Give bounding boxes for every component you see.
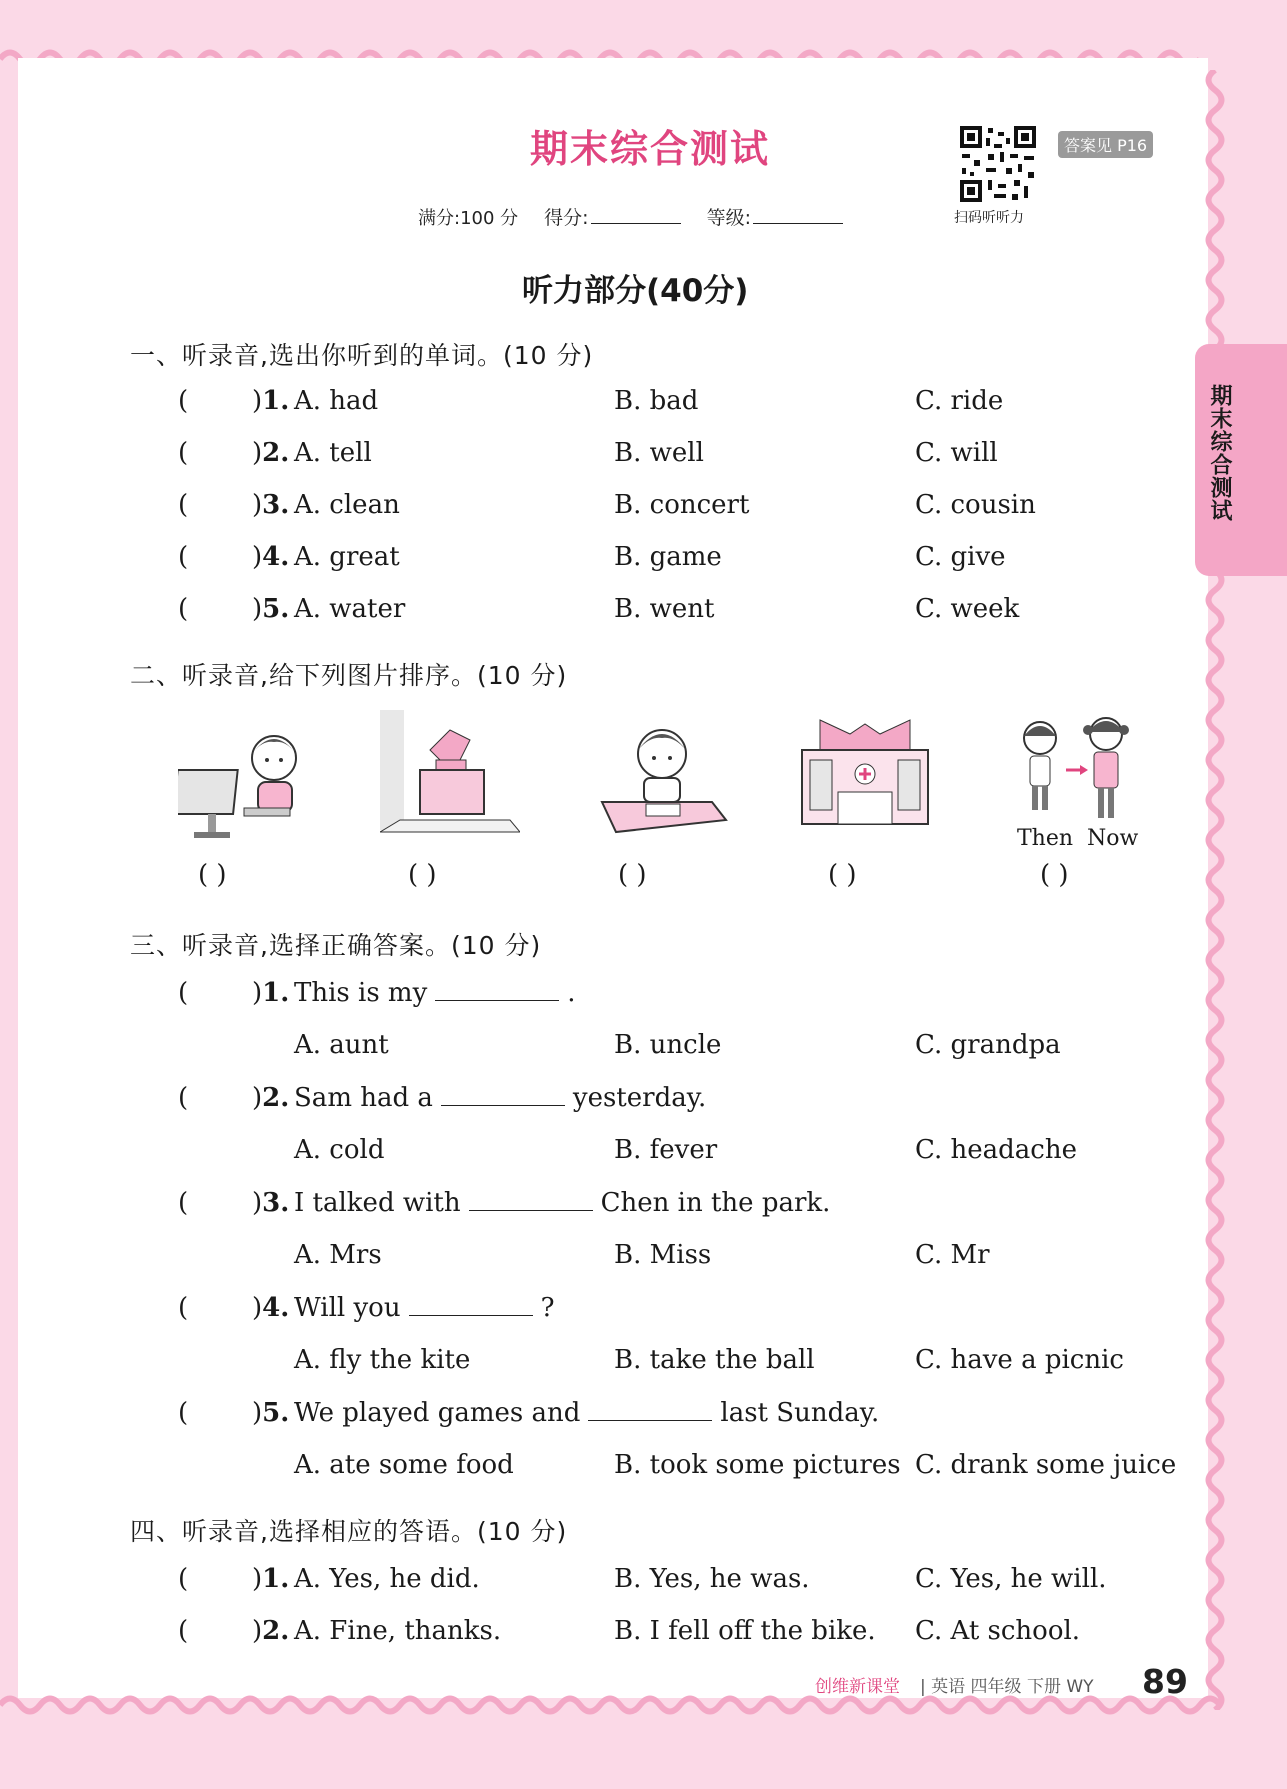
- answer-paren-open[interactable]: (: [178, 1616, 189, 1646]
- section-4-title: 四、听录音,选择相应的答语。(10 分): [130, 1517, 568, 1546]
- option-b: B. concert: [614, 490, 750, 520]
- option-a: A. clean: [294, 490, 400, 520]
- option-b: B. uncle: [614, 1030, 722, 1060]
- s3-options-3: [0, 1240, 1287, 1280]
- option-c: C. give: [915, 542, 1006, 572]
- girl-then-now-picture: [1010, 710, 1150, 830]
- option-c: C. Mr: [915, 1240, 990, 1270]
- picture-order-blank-4[interactable]: ( ): [828, 860, 857, 890]
- answer-paren-open[interactable]: (: [178, 1398, 189, 1428]
- section-2-title: 二、听录音,给下列图片排序。(10 分): [130, 661, 568, 690]
- side-tab-label: 期末综合测试: [1207, 384, 1232, 522]
- option-b: B. bad: [614, 386, 699, 416]
- s4-question-1: ( )1. A. Yes, he did. B. Yes, he was. C. Yes, he will.: [178, 1564, 1107, 1594]
- score-line: [418, 203, 843, 230]
- section-1-title: 一、听录音,选出你听到的单词。(10 分): [130, 341, 594, 370]
- option-b: B. I fell off the bike.: [614, 1616, 876, 1646]
- option-a: A. cold: [294, 1135, 385, 1165]
- option-c: C. week: [915, 594, 1020, 624]
- option-b: B. Miss: [614, 1240, 712, 1270]
- option-a: A. water: [294, 594, 406, 624]
- picture-order-blank-3[interactable]: ( ): [618, 860, 647, 890]
- option-a: A. aunt: [294, 1030, 389, 1060]
- option-c: C. have a picnic: [915, 1345, 1124, 1375]
- answer-paren-open[interactable]: (: [178, 542, 189, 572]
- answer-paren-open[interactable]: (: [178, 594, 189, 624]
- s3-options-4: [0, 1345, 1287, 1385]
- option-c: C. ride: [915, 386, 1004, 416]
- footer-brand: 创维新课堂: [815, 1677, 900, 1697]
- caption-now: Now: [1087, 826, 1139, 851]
- option-b: B. Yes, he was.: [614, 1564, 810, 1594]
- score-field[interactable]: 得分:: [544, 203, 680, 230]
- option-a: A. tell: [294, 438, 372, 468]
- option-a: A. ate some food: [294, 1450, 514, 1480]
- page-title: 期末综合测试: [530, 127, 771, 171]
- qr-label: 扫码听听力: [954, 210, 1024, 226]
- s3-question-4: ( )4. Will you ?: [178, 1293, 555, 1323]
- answer-paren-open[interactable]: (: [178, 386, 189, 416]
- s1-question-4: ( )4. A. great B. game C. give: [178, 542, 1006, 572]
- option-b: B. game: [614, 542, 722, 572]
- answer-paren-open[interactable]: (: [178, 1188, 189, 1218]
- s1-question-5: ( )5. A. water B. went C. week: [178, 594, 1020, 624]
- option-a: A. had: [294, 386, 379, 416]
- boy-writing-picture: [592, 710, 732, 850]
- s1-question-2: ( )2. A. tell B. well C. will: [178, 438, 998, 468]
- option-c: C. will: [915, 438, 998, 468]
- option-b: B. fever: [614, 1135, 718, 1165]
- option-c: C. Yes, he will.: [915, 1564, 1107, 1594]
- option-c: C. drank some juice: [915, 1450, 1177, 1480]
- hospital-building-picture: [790, 710, 940, 850]
- caption-then: Then: [1017, 826, 1074, 851]
- answer-paren-open[interactable]: (: [178, 438, 189, 468]
- s1-question-3: ( )3. A. clean B. concert C. cousin: [178, 490, 1036, 520]
- option-a: A. Fine, thanks.: [294, 1616, 502, 1646]
- picture-order-blank-2[interactable]: ( ): [408, 860, 437, 890]
- option-b: B. went: [614, 594, 715, 624]
- answer-reference-badge: 答案见 P16: [1058, 131, 1153, 158]
- full-score: 满分:100 分: [418, 208, 519, 229]
- option-b: B. take the ball: [614, 1345, 815, 1375]
- s3-question-2: ( )2. Sam had a yesterday.: [178, 1083, 707, 1113]
- footer-meta: | 英语 四年级 下册 WY: [920, 1677, 1094, 1697]
- page-number: 89: [1142, 1662, 1188, 1701]
- answer-paren-open[interactable]: (: [178, 1083, 189, 1113]
- grade-field[interactable]: 等级:: [707, 203, 843, 230]
- fill-blank[interactable]: [409, 1293, 533, 1316]
- option-a: A. fly the kite: [294, 1345, 471, 1375]
- qr-code-icon[interactable]: [958, 124, 1038, 204]
- statue-monument-picture: [380, 710, 520, 850]
- option-c: C. grandpa: [915, 1030, 1061, 1060]
- option-c: C. headache: [915, 1135, 1077, 1165]
- boy-at-computer-picture: [178, 710, 318, 850]
- answer-paren-open[interactable]: (: [178, 1564, 189, 1594]
- option-b: B. took some pictures: [614, 1450, 901, 1480]
- s3-question-1: ( )1. This is my .: [178, 978, 576, 1008]
- option-a: A. great: [294, 542, 400, 572]
- option-c: C. cousin: [915, 490, 1036, 520]
- s3-question-5: ( )5. We played games and last Sunday.: [178, 1398, 880, 1428]
- picture-order-blank-5[interactable]: ( ): [1040, 860, 1069, 890]
- answer-paren-open[interactable]: (: [178, 1293, 189, 1323]
- s1-question-1: ( )1. A. had B. bad C. ride: [178, 386, 1004, 416]
- option-a: A. Yes, he did.: [294, 1564, 480, 1594]
- picture-order-blank-1[interactable]: ( ): [198, 860, 227, 890]
- s3-options-2: [0, 1135, 1287, 1175]
- s3-options-5: [0, 1450, 1287, 1490]
- answer-paren-open[interactable]: (: [178, 978, 189, 1008]
- part-title: 听力部分(40分): [522, 273, 749, 309]
- s3-options-1: [0, 1030, 1287, 1070]
- option-b: B. well: [614, 438, 704, 468]
- option-c: C. At school.: [915, 1616, 1081, 1646]
- fill-blank[interactable]: [441, 1083, 565, 1106]
- answer-paren-open[interactable]: (: [178, 490, 189, 520]
- section-3-title: 三、听录音,选择正确答案。(10 分): [130, 931, 542, 960]
- s3-question-3: ( )3. I talked with Chen in the park.: [178, 1188, 831, 1218]
- s4-question-2: ( )2. A. Fine, thanks. B. I fell off the bike. C. At school.: [178, 1616, 1081, 1646]
- fill-blank[interactable]: [435, 978, 559, 1001]
- option-a: A. Mrs: [294, 1240, 382, 1270]
- fill-blank[interactable]: [469, 1188, 593, 1211]
- fill-blank[interactable]: [588, 1398, 712, 1421]
